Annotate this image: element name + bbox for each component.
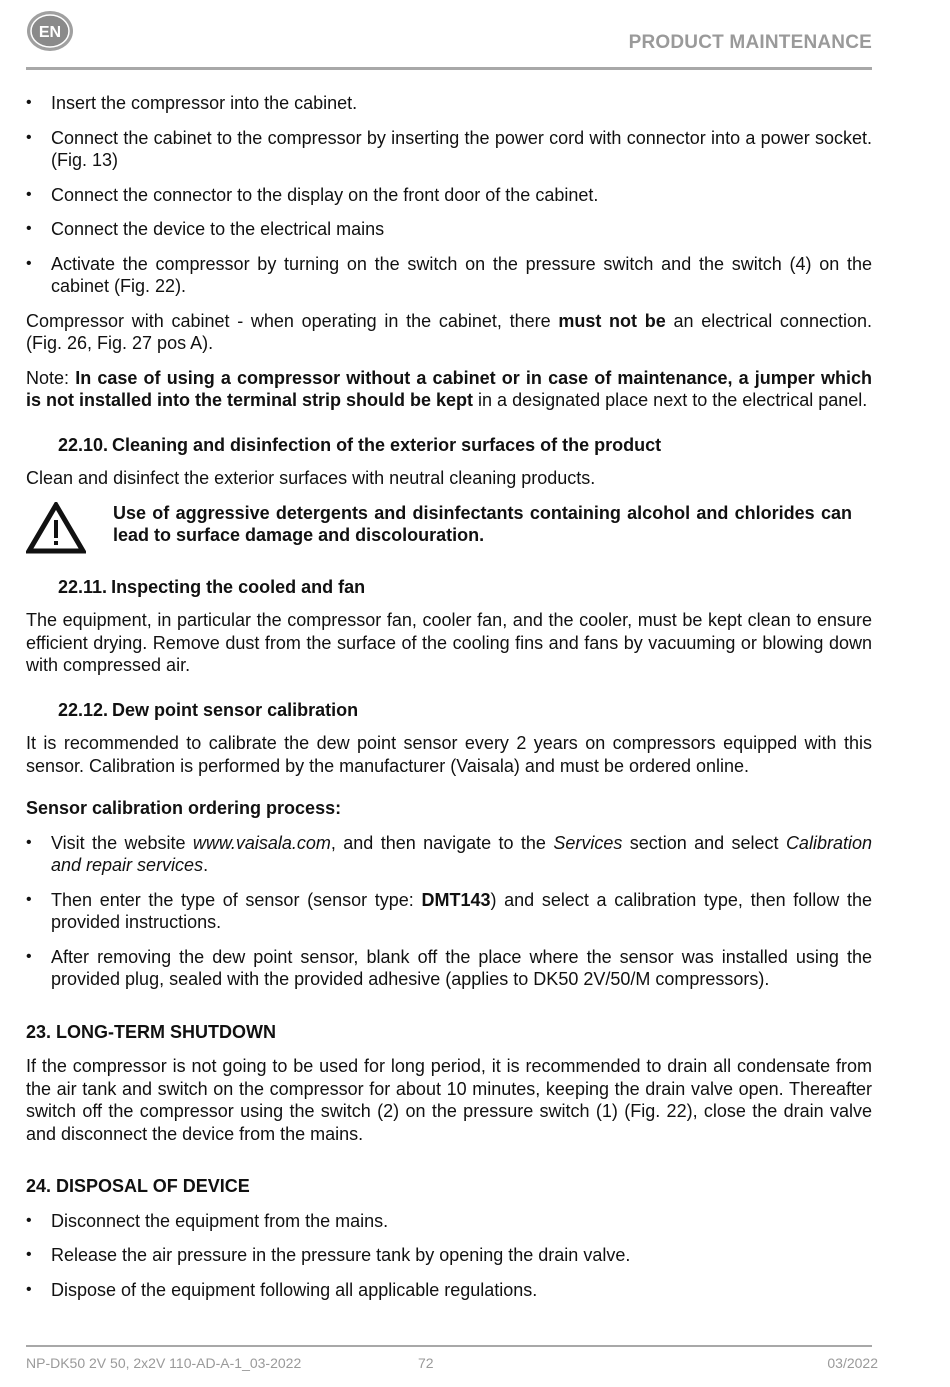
page-content xyxy=(26,92,872,1313)
ordering-bullet-list xyxy=(26,832,872,991)
text: ) and select a calibration type, then follow the provided instructions. xyxy=(51,889,872,932)
list-item: • Disconnect the equipment from the mains. xyxy=(26,1210,872,1233)
footer-page-number: 72 xyxy=(418,1355,434,1371)
text: Visit the website xyxy=(51,832,193,853)
text: Then enter the type of sensor (sensor type: xyxy=(51,889,422,910)
section-22-10-body: Clean and disinfect the exterior surfaces with neutral cleaning products. xyxy=(26,468,596,488)
section-heading-24: 24. DISPOSAL OF DEVICE xyxy=(26,1176,250,1196)
text: , and then navigate to the xyxy=(330,832,554,853)
list-item xyxy=(26,832,872,877)
list-item: • Connect the cabinet to the compressor by inserting the power cord with connector into a power socket. (Fig. 13) xyxy=(26,127,872,172)
note-label: Note: xyxy=(26,367,76,388)
cabinet-note-emphasis: must not be xyxy=(558,310,666,331)
cabinet-note-text: Compressor with cabinet - when operating in the cabinet, there xyxy=(26,310,559,331)
warning-text: Use of aggressive detergents and disinfectants containing alcohol and chlorides can lead to surface damage and discolouration. xyxy=(113,502,852,545)
section-title: Dew point sensor calibration xyxy=(112,699,359,720)
list-item xyxy=(26,889,872,934)
section-heading-22-11 xyxy=(58,576,872,599)
footer-divider xyxy=(26,1345,872,1347)
list-item: • Release the air pressure in the pressure tank by opening the drain valve. xyxy=(26,1244,872,1267)
list-item: • Insert the compressor into the cabinet. xyxy=(26,92,872,115)
section-number: 22.11. xyxy=(58,576,108,597)
jumper-note-text-end: in a designated place next to the electrical panel. xyxy=(473,390,868,410)
header-divider xyxy=(26,67,872,70)
section-title: Inspecting the cooled and fan xyxy=(111,576,366,597)
list-item: • Connect the connector to the display on the front door of the cabinet. xyxy=(26,184,872,207)
section-number: 22.10. xyxy=(58,434,109,455)
disposal-bullet-list xyxy=(26,1210,872,1302)
calibration-services-label: Calibration and repair services xyxy=(51,832,872,875)
header-title: PRODUCT MAINTENANCE xyxy=(628,32,872,53)
section-22-12-body: It is recommended to calibrate the dew point sensor every 2 years on compressors equipped with this sensor. Calibration is performed by the manufacturer (Vaisala) and must be ordered online. xyxy=(26,733,872,776)
sensor-type: DMT143 xyxy=(421,889,491,910)
language-badge-icon xyxy=(26,10,78,52)
section-heading-23: 23. LONG-TERM SHUTDOWN xyxy=(26,1021,276,1042)
ordering-process-heading: Sensor calibration ordering process: xyxy=(26,798,342,818)
text: section and select xyxy=(622,832,786,853)
section-title: Cleaning and disinfection of the exterior surfaces of the product xyxy=(112,434,662,455)
text: . xyxy=(203,855,209,875)
services-label: Services xyxy=(553,832,623,853)
cabinet-note-text-end: an electrical connection. (Fig. 26, Fig. 27 pos A). xyxy=(26,310,872,353)
section-23-body: If the compressor is not going to be used for long period, it is recommended to drain all condensate from the air tank and switch on the compressor for about 10 minutes, keeping the drain valve open. Thereafter switch off the compressor using the switch (2) on the pressure switch (1) (Fig. 22), close the drain valve and disconnect the device from the mains. xyxy=(26,1056,872,1144)
section-22-11-body: The equipment, in particular the compressor fan, cooler fan, and the cooler, must be kept clean to ensure efficient drying. Remove dust from the surface of the cooling fins and fans by vacuuming or blowing down with compressed air. xyxy=(26,610,872,675)
list-item: • Activate the compressor by turning on the switch on the pressure switch and the switch (4) on the cabinet (Fig. 22). xyxy=(26,253,872,298)
footer-date: 03/2022 xyxy=(827,1355,878,1371)
website-link[interactable]: www.vaisala.com xyxy=(192,832,331,853)
section-number: 22.12. xyxy=(58,699,109,720)
warning-triangle-icon xyxy=(26,502,86,554)
intro-bullet-list xyxy=(26,92,872,298)
language-badge-label: EN xyxy=(38,24,62,41)
jumper-note xyxy=(26,367,872,412)
section-heading-22-10 xyxy=(58,434,872,457)
cabinet-note xyxy=(26,310,872,355)
jumper-note-emphasis: In case of using a compressor without a cabinet or in case of maintenance, a jumper which is not installed into the terminal strip should be kept xyxy=(26,367,872,410)
warning-callout xyxy=(26,502,852,554)
footer-doc-id: NP-DK50 2V 50, 2x2V 110-AD-A-1_03-2022 xyxy=(26,1355,302,1371)
section-heading-22-12 xyxy=(58,699,872,722)
list-item: • Connect the device to the electrical mains xyxy=(26,218,872,241)
list-item: • After removing the dew point sensor, blank off the place where the sensor was installed using the provided plug, sealed with the provided adhesive (applies to DK50 2V/50/M compressors). xyxy=(26,946,872,991)
list-item: • Dispose of the equipment following all applicable regulations. xyxy=(26,1279,872,1302)
